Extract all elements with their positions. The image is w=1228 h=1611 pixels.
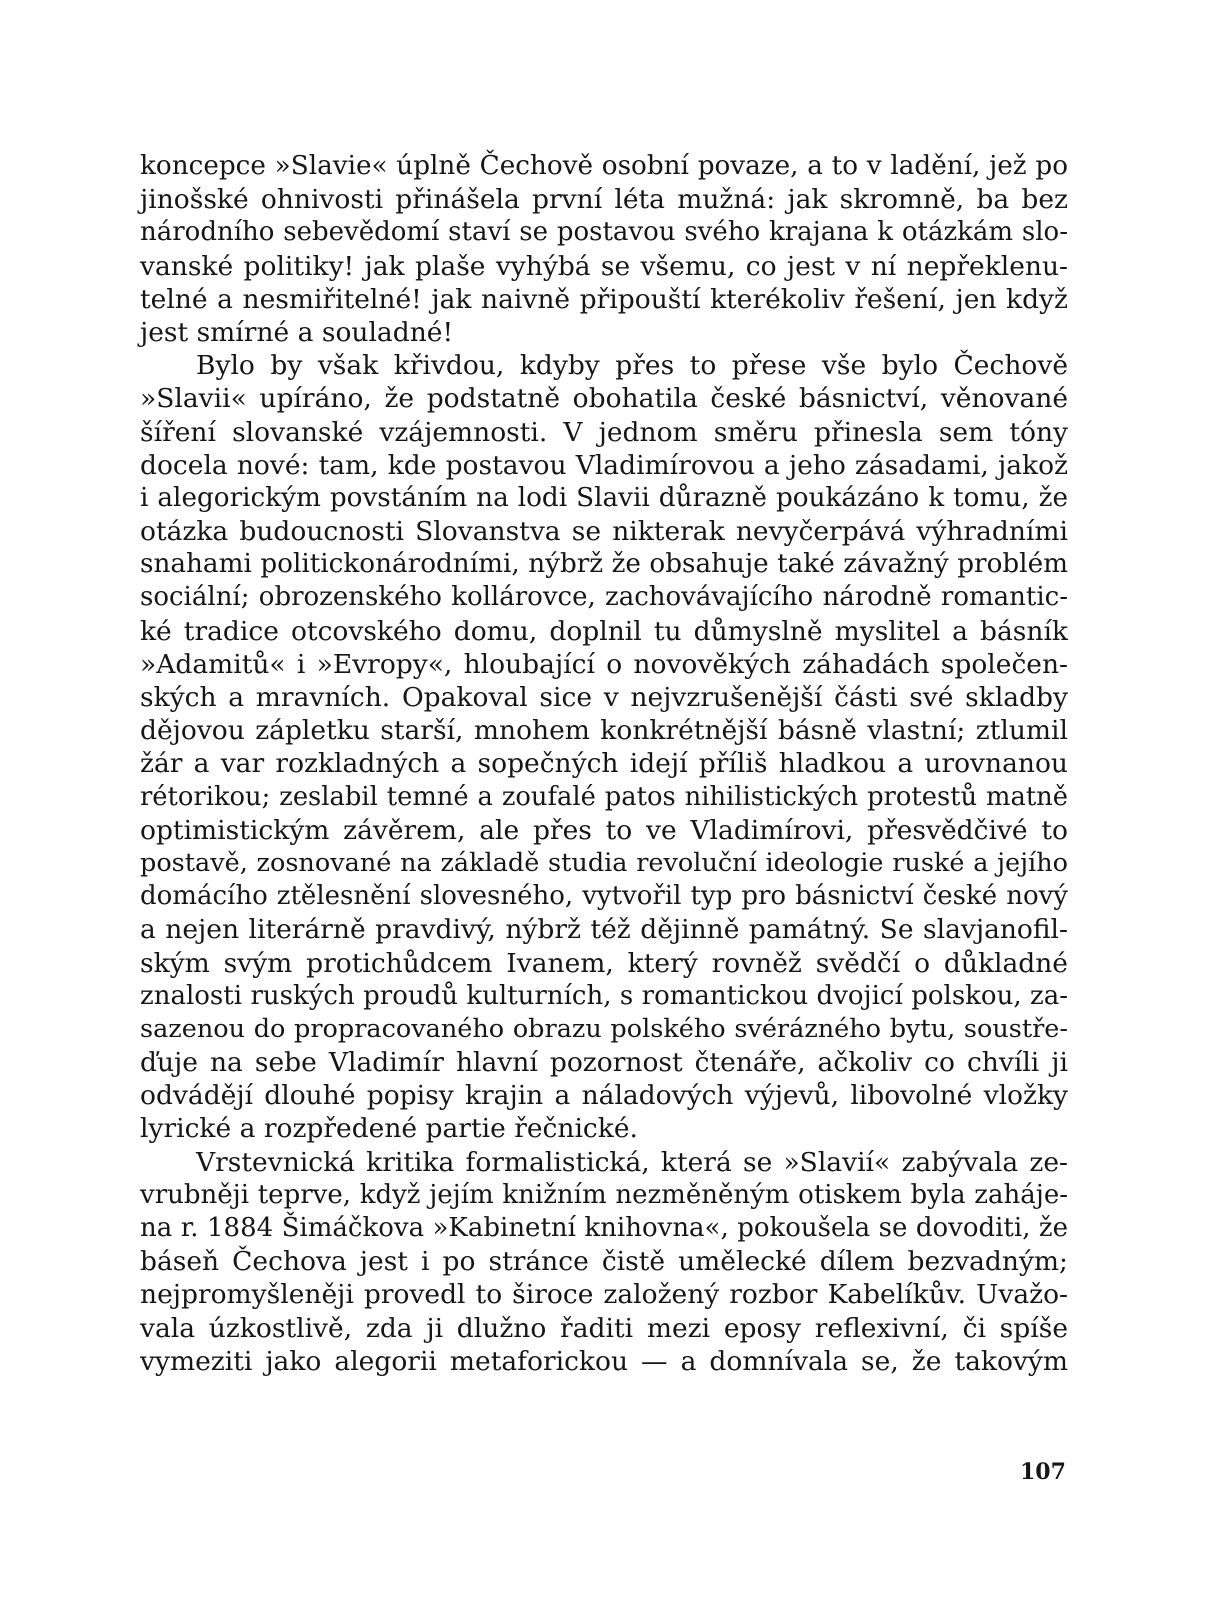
text-line: domácího ztělesnění slovesného, vytvořil typ pro básnictví české nový — [140, 881, 1068, 912]
text-line: »Slavii« upíráno, že podstatně obohatila české básnictví, věnované — [140, 383, 1068, 415]
text-line: sazenou do propracovaného obrazu polského svérázného bytu, soustře- — [140, 1013, 1068, 1044]
body-text — [140, 150, 1068, 1378]
text-line: koncepce »Slavie« úplně Čechově osobní povaze, a to v ladění, jež po — [140, 151, 1068, 181]
text-line: jinošské ohnivosti přinášela první léta mužná: jak skromně, ba bez — [140, 184, 1068, 216]
text-line: otázka budoucnosti Slovanstva se nikterak nevyčerpává výhradními — [140, 516, 1068, 548]
text-line: i alegorickým povstáním na lodi Slavii důrazně poukázáno k tomu, že — [140, 482, 1068, 513]
text-line: národního sebevědomí staví se postavou svého krajana k otázkám slo- — [140, 217, 1068, 248]
text-line: ďuje na sebe Vladimír hlavní pozornost čtenáře, ačkoliv co chvíli ji — [140, 1047, 1068, 1079]
text-line: snahami politickonárodními, nýbrž že obsahuje také závažný problém — [140, 549, 1068, 580]
text-line: vala úzkostlivě, zda ji dlužno řaditi mezi eposy reflexivní, či spíše — [140, 1312, 1068, 1344]
text-line: ké tradice otcovského domu, doplnil tu důmyslně myslitel a básník — [140, 615, 1068, 647]
text-line: rétorikou; zeslabil temné a zoufalé patos nihilistických protestů matně — [140, 781, 1068, 812]
text-line: docela nové: tam, kde postavou Vladimírovou a jeho zásadami, jakož — [140, 449, 1068, 481]
text-line: sociální; obrozenského kollárovce, zachovávajícího národně romantic- — [140, 582, 1068, 613]
text-line: báseň Čechova jest i po stránce čistě umělecké dílem bezvadným; — [140, 1246, 1068, 1278]
text-line: vymeziti jako alegorii metaforickou — a domnívala se, že takovým — [140, 1345, 1068, 1377]
text-line: dějovou zápletku starší, mnohem konkrétnější básně vlastní; ztlumil — [140, 715, 1068, 747]
text-line: vanské politiky! jak plaše vyhýbá se všemu, co jest v ní nepřeklenu- — [140, 250, 1068, 282]
text-line: jest smírné a souladné! — [140, 316, 454, 348]
text-line: telné a nesmiřitelné! jak naivně připouští kterékoliv řešení, jen když — [140, 283, 1068, 315]
text-line: a nejen literárně pravdivý, nýbrž též dějinně památný. Se slavjanofil- — [140, 914, 1068, 946]
paragraph-start-line: Bylo by však křivdou, kdyby přes to přese vše bylo Čechově — [196, 350, 1068, 382]
text-line: nejpromyšleněji provedl to široce založený rozbor Kabelíkův. Uvažo- — [140, 1279, 1068, 1311]
text-line: »Adamitů« i »Evropy«, hloubající o novověkých záhadách společen- — [140, 648, 1068, 680]
text-line: vrubněji teprve, když jejím knižním nezměněným otiskem byla zaháje- — [140, 1179, 1068, 1210]
text-line: na r. 1884 Šimáčkova »Kabinetní knihovna«, pokoušela se dovoditi, že — [140, 1213, 1068, 1243]
text-line: šíření slovanské vzájemnosti. V jednom směru přinesla sem tóny — [140, 416, 1068, 448]
text-line: postavě, zosnované na základě studia revoluční ideologie ruské a jejího — [140, 847, 1068, 878]
text-line: žár a var rozkladných a sopečných idejí příliš hladkou a urovnanou — [140, 748, 1068, 780]
text-line: odvádějí dlouhé popisy krajin a náladových výjevů, libovolné vložky — [140, 1080, 1068, 1112]
paragraph-start-line: Vrstevnická kritika formalistická, která se »Slavií« zabývala ze- — [196, 1146, 1068, 1178]
page-number: 107 — [1020, 1459, 1066, 1485]
text-line: optimistickým závěrem, ale přes to ve Vladimírovi, přesvědčivé to — [140, 814, 1068, 846]
text-line: znalosti ruských proudů kulturních, s romantickou dvojicí polskou, za- — [140, 980, 1068, 1011]
text-line: ským svým protichůdcem Ivanem, který rovněž svědčí o důkladné — [140, 947, 1068, 979]
text-line: lyrické a rozpředené partie řečnické. — [140, 1113, 638, 1145]
text-line: ských a mravních. Opakoval sice v nejvzrušenější části své skladby — [140, 682, 1068, 713]
